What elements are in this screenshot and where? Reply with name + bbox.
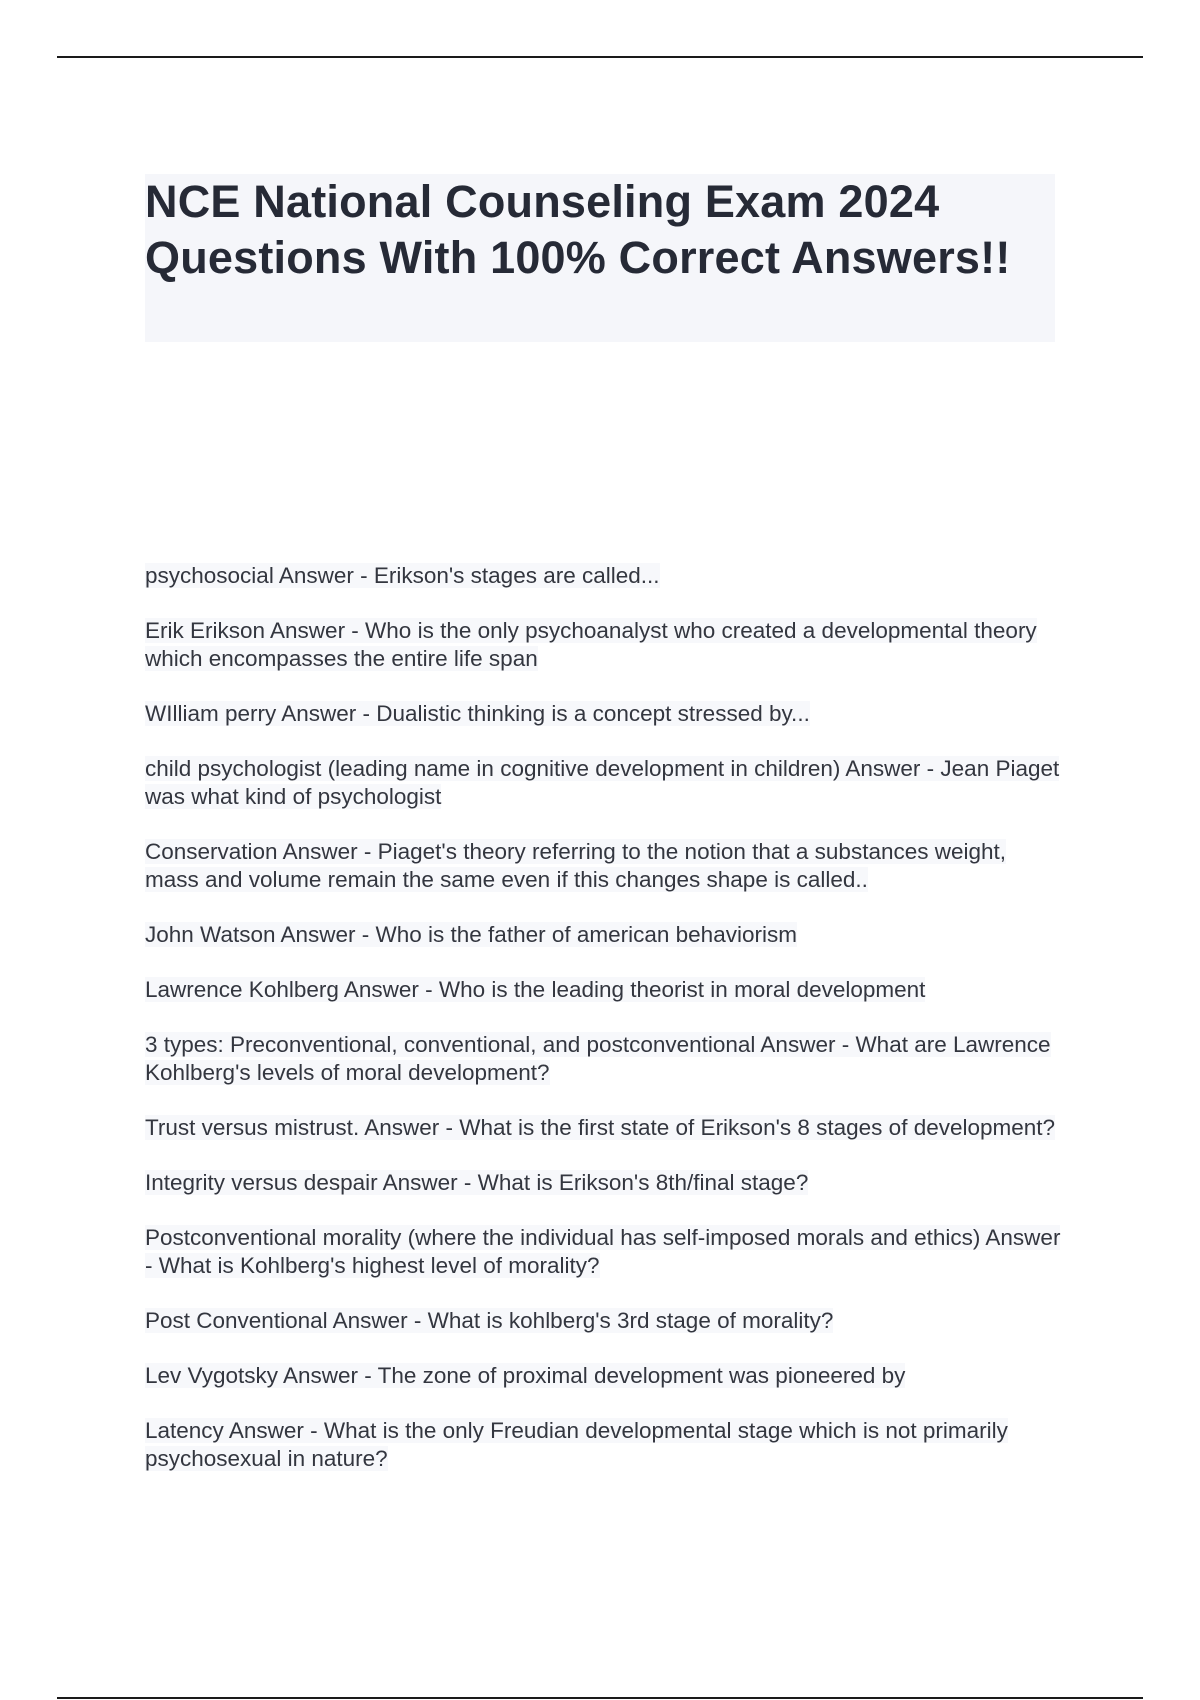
bottom-divider [57, 1697, 1143, 1699]
qa-entry [145, 976, 1065, 1004]
qa-entry-text: Lev Vygotsky Answer - The zone of proximal development was pioneered by [145, 1363, 906, 1388]
qa-entry [145, 1114, 1065, 1142]
qa-entry [145, 1417, 1065, 1473]
qa-entry [145, 755, 1065, 811]
qa-entry-text: 3 types: Preconventional, conventional, and postconventional Answer - What are Lawrence Kohlberg's levels of moral development? [145, 1032, 1051, 1085]
qa-entry [145, 1307, 1065, 1335]
qa-entry-text: psychosocial Answer - Erikson's stages are called... [145, 563, 660, 588]
qa-entry [145, 1224, 1065, 1280]
qa-entry [145, 562, 1065, 590]
qa-entry-text: child psychologist (leading name in cognitive development in children) Answer - Jean Piaget was what kind of psychologist [145, 756, 1060, 809]
qa-entry [145, 700, 1065, 728]
qa-entry [145, 1169, 1065, 1197]
qa-entry-text: John Watson Answer - Who is the father of american behaviorism [145, 922, 797, 947]
document-title: NCE National Counseling Exam 2024 Questions With 100% Correct Answers!! [145, 176, 1011, 283]
qa-entry-text: Post Conventional Answer - What is kohlberg's 3rd stage of morality? [145, 1308, 834, 1333]
qa-entry [145, 921, 1065, 949]
qa-entry-text: Latency Answer - What is the only Freudian developmental stage which is not primarily psychosexual in nature? [145, 1418, 1008, 1471]
qa-list [145, 562, 1065, 1500]
qa-entry [145, 1031, 1065, 1087]
qa-entry-text: Integrity versus despair Answer - What is Erikson's 8th/final stage? [145, 1170, 809, 1195]
qa-entry-text: Conservation Answer - Piaget's theory referring to the notion that a substances weight, mass and volume remain the same even if this changes shape is called.. [145, 839, 1007, 892]
qa-entry [145, 1362, 1065, 1390]
qa-entry-text: Lawrence Kohlberg Answer - Who is the leading theorist in moral development [145, 977, 926, 1002]
qa-entry-text: WIlliam perry Answer - Dualistic thinking is a concept stressed by... [145, 701, 810, 726]
qa-entry [145, 617, 1065, 673]
qa-entry [145, 838, 1065, 894]
top-divider [57, 56, 1143, 58]
qa-entry-text: Erik Erikson Answer - Who is the only psychoanalyst who created a developmental theory which encompasses the entire life span [145, 618, 1037, 671]
qa-entry-text: Trust versus mistrust. Answer - What is the first state of Erikson's 8 stages of development? [145, 1115, 1056, 1140]
qa-entry-text: Postconventional morality (where the individual has self-imposed morals and ethics) Answer - What is Kohlberg's highest level of morality? [145, 1225, 1061, 1278]
